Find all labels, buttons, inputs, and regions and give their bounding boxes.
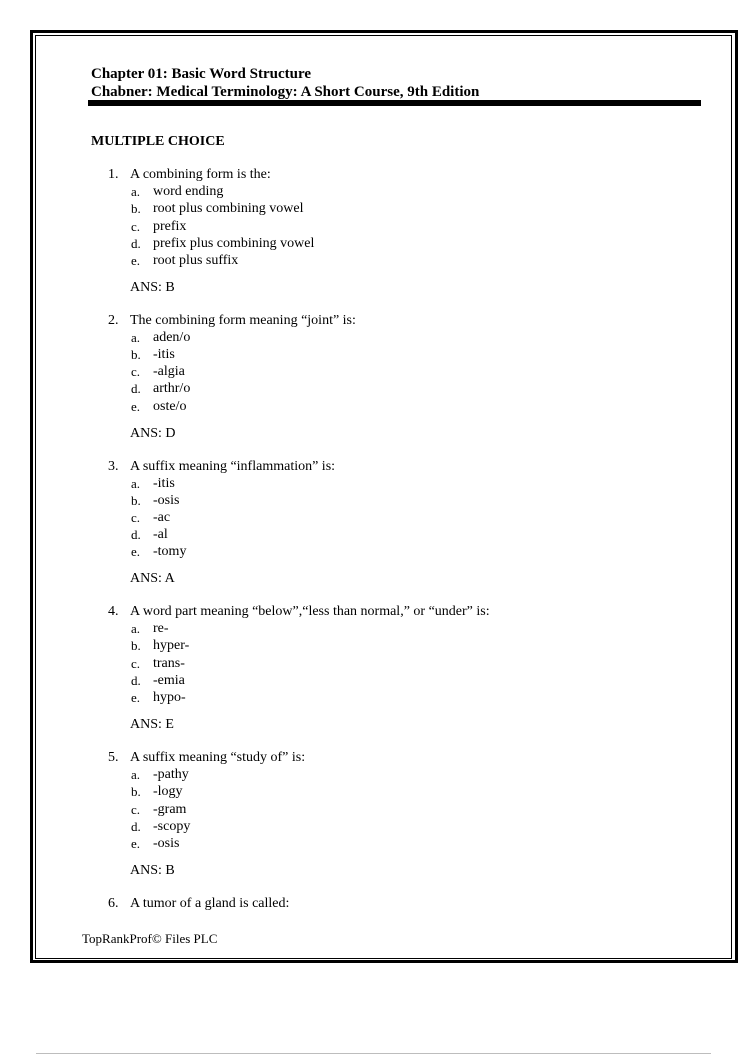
option-letter: a. [131, 330, 141, 345]
option-letter: a. [131, 476, 141, 491]
option-letter: a. [131, 184, 141, 199]
option-text: -itis [153, 347, 175, 362]
option-letter: c. [131, 656, 141, 671]
option-letter: d. [131, 381, 141, 396]
option-text: word ending [153, 184, 224, 199]
option-text: -itis [153, 476, 175, 491]
option-text: root plus suffix [153, 253, 239, 268]
option-letter: c. [131, 510, 141, 525]
option-text: -al [153, 527, 168, 542]
option-letter: a. [131, 621, 141, 636]
option-letter: c. [131, 802, 141, 817]
option-text: -osis [153, 836, 180, 851]
option-text: -algia [153, 364, 185, 379]
question-number: 6. [108, 896, 119, 911]
option-text: -tomy [153, 544, 187, 559]
header-divider [88, 100, 701, 106]
option-letter: d. [131, 236, 141, 251]
option-letter: e. [131, 690, 141, 705]
answer-2: ANS: D [130, 426, 176, 441]
question-number: 4. [108, 604, 119, 619]
option-letter: c. [131, 219, 141, 234]
answer-5: ANS: B [130, 863, 175, 878]
option-letter: b. [131, 784, 141, 799]
question-stem: A tumor of a gland is called: [130, 896, 290, 911]
answer-4: ANS: E [130, 717, 174, 732]
option-letter: b. [131, 493, 141, 508]
question-stem: A word part meaning “below”,“less than normal,” or “under” is: [130, 604, 490, 619]
footer-copyright: TopRankProf© Files PLC [82, 931, 218, 946]
option-letter: b. [131, 347, 141, 362]
option-text: -pathy [153, 767, 189, 782]
option-text: prefix [153, 219, 187, 234]
option-text: -logy [153, 784, 183, 799]
option-letter: a. [131, 767, 141, 782]
option-letter: d. [131, 673, 141, 688]
option-letter: d. [131, 527, 141, 542]
option-text: -gram [153, 802, 187, 817]
question-stem: A combining form is the: [130, 167, 271, 182]
question-number: 3. [108, 459, 119, 474]
answer-1: ANS: B [130, 280, 175, 295]
option-text: aden/o [153, 330, 191, 345]
question-stem: A suffix meaning “inflammation” is: [130, 459, 336, 474]
option-text: hyper- [153, 638, 190, 653]
option-text: -osis [153, 493, 180, 508]
option-letter: c. [131, 364, 141, 379]
document-header [91, 65, 479, 101]
book-title: Chabner: Medical Terminology: A Short Course, 9th Edition [91, 84, 480, 100]
option-text: trans- [153, 656, 185, 671]
question-number: 5. [108, 750, 119, 765]
option-text: -emia [153, 673, 185, 688]
option-letter: e. [131, 399, 141, 414]
option-letter: d. [131, 819, 141, 834]
option-letter: e. [131, 253, 141, 268]
option-text: root plus combining vowel [153, 201, 304, 216]
option-letter: e. [131, 544, 141, 559]
option-text: -ac [153, 510, 171, 525]
question-number: 1. [108, 167, 119, 182]
option-text: oste/o [153, 399, 187, 414]
question-stem: The combining form meaning “joint” is: [130, 313, 356, 328]
option-text: arthr/o [153, 381, 191, 396]
answer-3: ANS: A [130, 571, 175, 586]
chapter-title: Chapter 01: Basic Word Structure [91, 66, 311, 82]
option-text: re- [153, 621, 169, 636]
option-text: -scopy [153, 819, 191, 834]
section-title: MULTIPLE CHOICE [91, 134, 225, 149]
option-text: prefix plus combining vowel [153, 236, 315, 251]
option-letter: b. [131, 201, 141, 216]
bottom-divider [36, 1053, 711, 1054]
option-text: hypo- [153, 690, 186, 705]
question-stem: A suffix meaning “study of” is: [130, 750, 306, 765]
question-number: 2. [108, 313, 119, 328]
option-letter: b. [131, 638, 141, 653]
option-letter: e. [131, 836, 141, 851]
